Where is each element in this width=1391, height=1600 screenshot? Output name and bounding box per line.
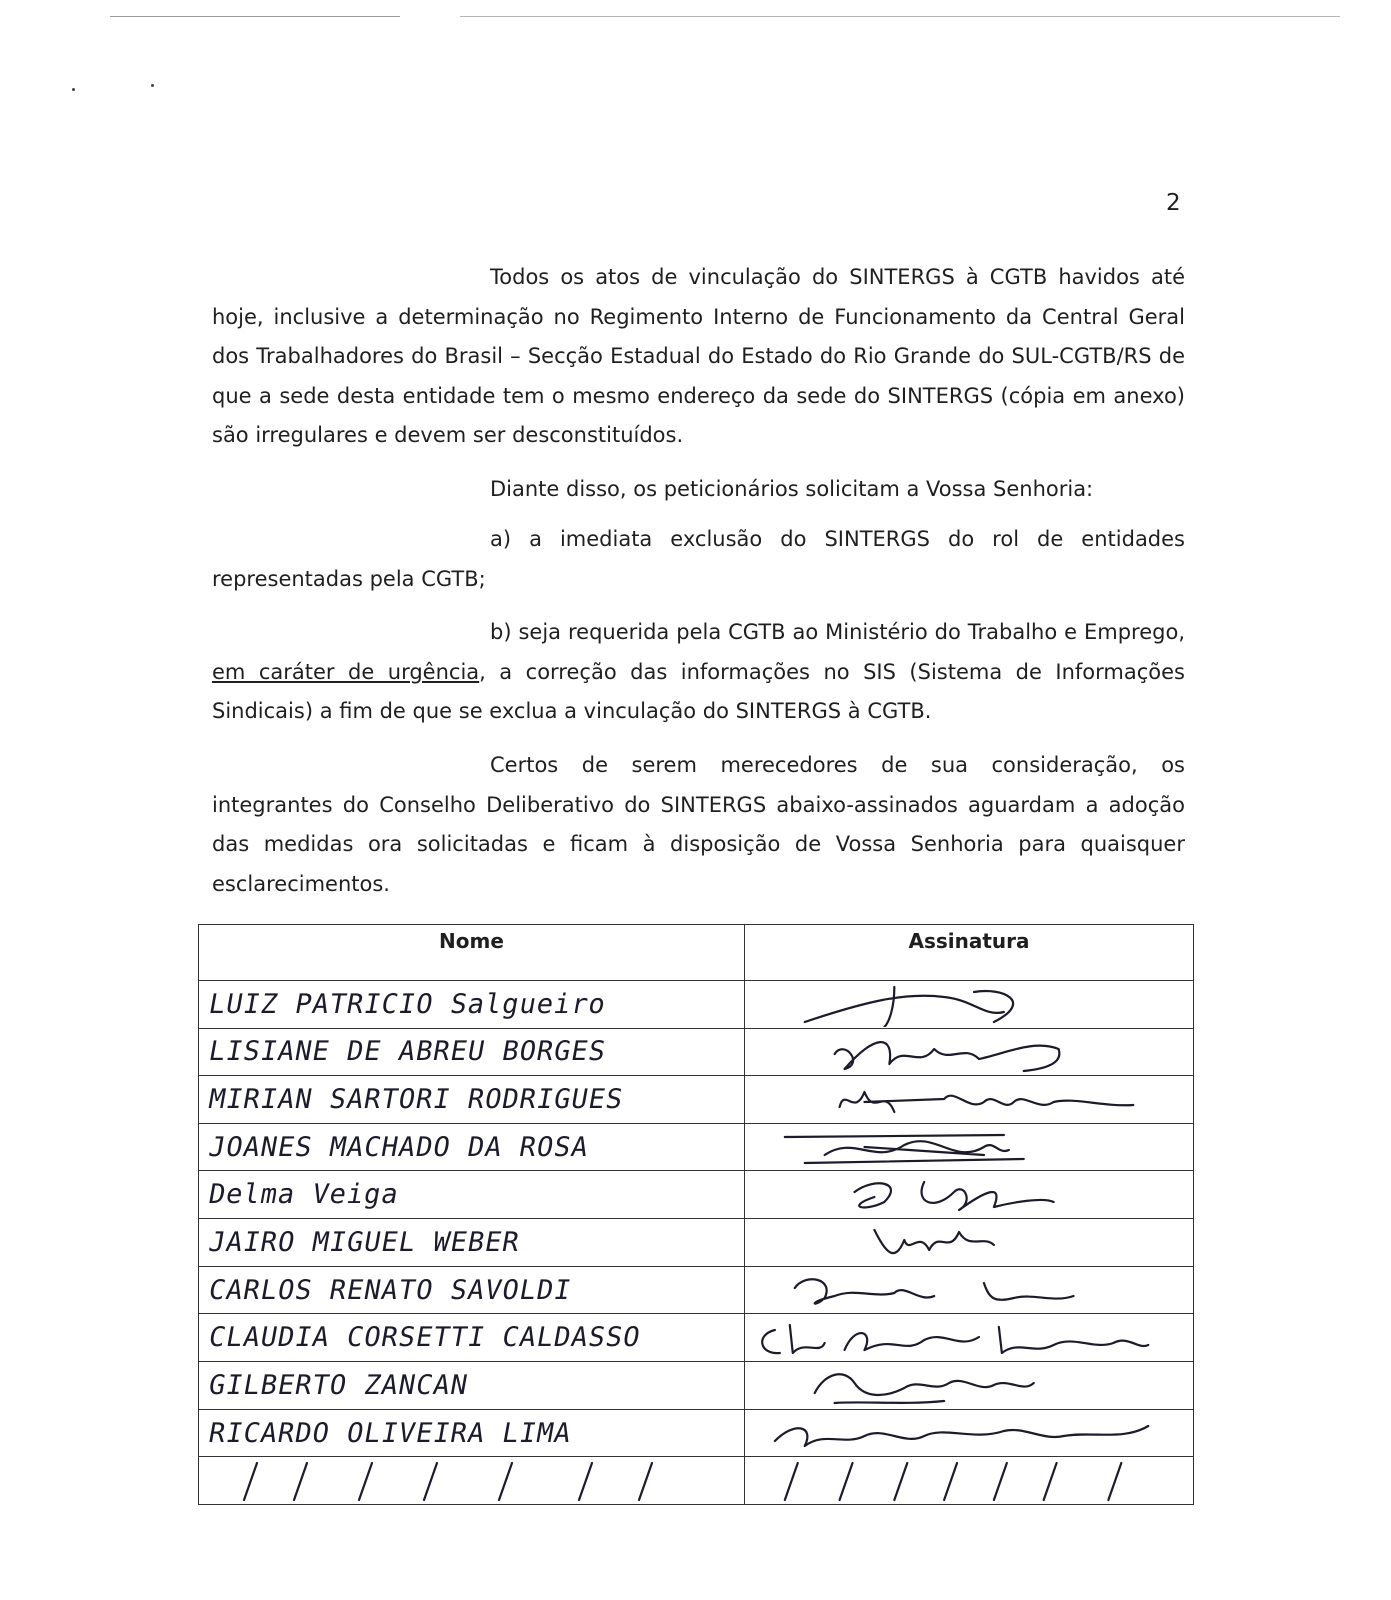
signature-cell (745, 1409, 1194, 1457)
page-number: 2 (1166, 190, 1181, 216)
table-row (199, 1171, 1194, 1219)
handwritten-name: LUIZ PATRICIO Salgueiro (206, 988, 609, 1020)
handwritten-signature (745, 1125, 1193, 1170)
handwritten-name: CARLOS RENATO SAVOLDI (206, 1274, 575, 1306)
signature-cell (745, 1123, 1194, 1171)
name-cell (199, 1123, 745, 1171)
signature-cell (745, 1171, 1194, 1219)
handwritten-signature (745, 1077, 1193, 1122)
scan-speck (72, 88, 75, 91)
signature-cell (745, 980, 1194, 1028)
signature-table-header (199, 925, 1194, 981)
table-row (199, 1266, 1194, 1314)
item-b-text-end: , a correção das informações no SIS (Sistema de Informações Sindicais) a fim de que se exclua a vinculação do SINTERGS à CGTB. (212, 659, 1185, 723)
void-name-cell (199, 1457, 745, 1505)
table-row-void (199, 1457, 1194, 1505)
void-signature-cell (745, 1457, 1194, 1505)
item-b-urgency: em caráter de urgência (212, 659, 480, 684)
handwritten-name: RICARDO OLIVEIRA LIMA (206, 1417, 575, 1449)
handwritten-signature (745, 1315, 1193, 1360)
handwritten-name: CLAUDIA CORSETTI CALDASSO (206, 1322, 644, 1354)
scan-edge-line (110, 16, 400, 17)
handwritten-name: JAIRO MIGUEL WEBER (206, 1226, 523, 1258)
table-row (199, 1409, 1194, 1457)
handwritten-name: GILBERTO ZANCAN (206, 1369, 471, 1401)
handwritten-name: JOANES MACHADO DA ROSA (206, 1131, 592, 1163)
handwritten-signature (745, 1172, 1193, 1217)
paragraph-request-intro: Diante disso, os peticionários solicitam a Vossa Senhoria: (490, 477, 1094, 501)
table-row (199, 1123, 1194, 1171)
signature-cell (745, 1314, 1194, 1362)
handwritten-name: MIRIAN SARTORI RODRIGUES (206, 1084, 626, 1116)
handwritten-signature (745, 1029, 1193, 1074)
table-row (199, 1362, 1194, 1410)
header-signature: Assinatura (745, 925, 1194, 981)
void-slashes (199, 1458, 744, 1503)
name-cell (199, 1219, 745, 1267)
paragraph-item-a: a) a imediata exclusão do SINTERGS do rol de entidades representadas pela CGTB; (212, 527, 1185, 591)
handwritten-signature (745, 1220, 1193, 1265)
name-cell (199, 1076, 745, 1124)
table-row (199, 1028, 1194, 1076)
signature-cell (745, 1028, 1194, 1076)
scan-edge-line (460, 16, 1340, 17)
paragraph-item-b (212, 613, 1185, 732)
table-row (199, 980, 1194, 1028)
signature-cell (745, 1076, 1194, 1124)
signature-cell (745, 1266, 1194, 1314)
paragraph-closing: Certos de serem merecedores de sua consideração, os integrantes do Conselho Deliberativo do SINTERGS abaixo-assinados aguardam a adoção das medidas ora solicitadas e ficam à disposição de Vossa Senhoria para quaisquer esclarecimentos. (212, 753, 1185, 896)
name-cell (199, 1362, 745, 1410)
name-cell (199, 980, 745, 1028)
handwritten-name: Delma Veiga (206, 1179, 402, 1211)
table-row (199, 1314, 1194, 1362)
void-slashes (745, 1458, 1193, 1503)
header-name: Nome (199, 925, 745, 981)
handwritten-signature (745, 982, 1193, 1027)
signature-table (198, 924, 1194, 1505)
handwritten-signature (745, 1363, 1193, 1408)
name-cell (199, 1028, 745, 1076)
paragraph-acts: Todos os atos de vinculação do SINTERGS à CGTB havidos até hoje, inclusive a determinação no Regimento Interno de Funcionamento da Central Geral dos Trabalhadores do Brasil – Secção Estadual do Estado do Rio Grande do SUL-CGTB/RS de que a sede desta entidade tem o mesmo endereço da sede do SINTERGS (cópia em anexo) são irregulares e devem ser desconstituídos. (212, 265, 1185, 447)
item-b-text-start: b) seja requerida pela CGTB ao Ministério do Trabalho e Emprego, (490, 620, 1185, 644)
signature-cell (745, 1362, 1194, 1410)
name-cell (199, 1171, 745, 1219)
handwritten-signature (745, 1268, 1193, 1313)
table-row (199, 1219, 1194, 1267)
table-row (199, 1076, 1194, 1124)
name-cell (199, 1314, 745, 1362)
signature-cell (745, 1219, 1194, 1267)
name-cell (199, 1266, 745, 1314)
handwritten-signature (745, 1411, 1193, 1456)
name-cell (199, 1409, 745, 1457)
scan-speck (151, 84, 154, 87)
handwritten-name: LISIANE DE ABREU BORGES (206, 1036, 609, 1068)
